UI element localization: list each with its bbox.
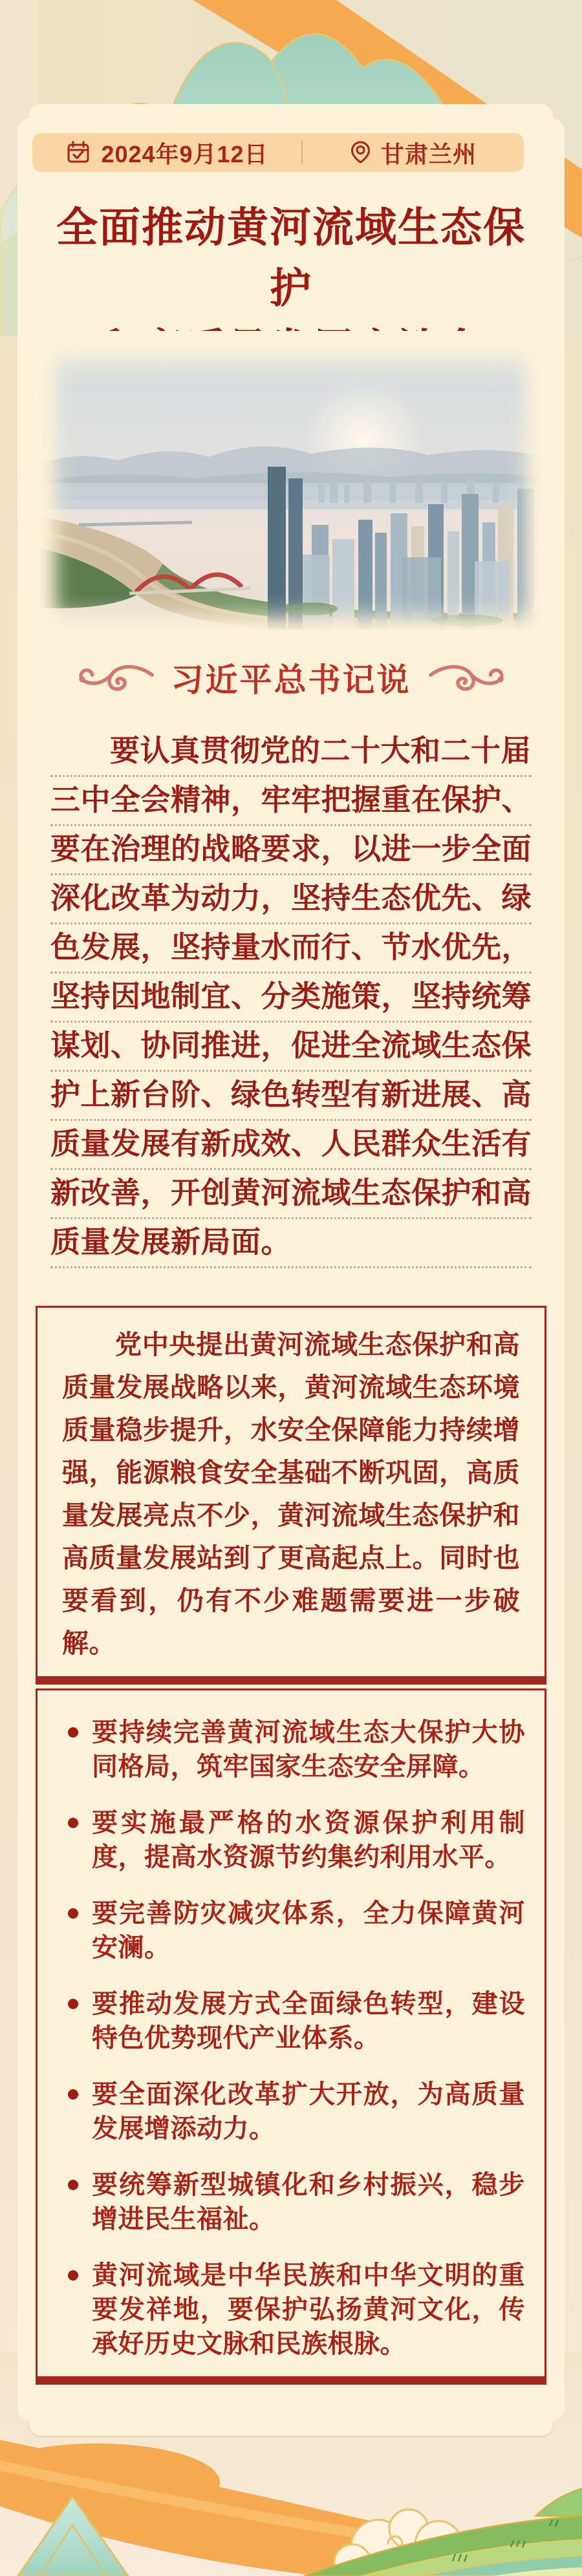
point-text: 要全面深化改革扩大开放，为高质量发展增添动力。 [92, 2080, 525, 2143]
date-location-badge [32, 133, 524, 172]
point-text: 要持续完善黄河流域生态大保护大协同格局，筑牢国家生态安全屏障。 [92, 1718, 525, 1781]
quote-line: 三中全会精神，牢牢把握重在保护、 [50, 777, 532, 826]
point-text: 要实施最严格的水资源保护利用制度，提高水资源节约集约利用水平。 [92, 1808, 525, 1871]
event-location: 甘肃兰州 [380, 140, 477, 167]
location-segment [303, 133, 524, 172]
quote-line: 谋划、协同推进，促进全流域生态保 [50, 1023, 532, 1072]
bullet-dot-icon [68, 1727, 78, 1738]
location-pin-icon [350, 140, 371, 165]
scroll-flourish-right-icon [428, 662, 504, 693]
list-item [54, 2077, 525, 2145]
list-item [54, 2167, 525, 2236]
bullet-dot-icon [68, 2089, 78, 2100]
list-item [54, 2258, 525, 2361]
lanzhou-city-photo [40, 331, 542, 630]
bullet-dot-icon [68, 1999, 78, 2009]
point-text: 要完善防灾减灾体系，全力保障黄河安澜。 [92, 1899, 525, 1962]
section-header [0, 654, 582, 701]
bullet-dot-icon [68, 1818, 78, 1828]
quote-line: 要认真贯彻党的二十大和二十届 [50, 728, 532, 777]
event-date: 2024年9月12日 [101, 140, 268, 167]
list-item [54, 1715, 525, 1783]
quote-line: 深化改革为动力，坚持生态优先、绿 [50, 875, 532, 924]
key-points-box [36, 1688, 546, 2385]
quote-line: 护上新台阶、绿色转型有新进展、高 [50, 1072, 532, 1121]
list-item [54, 1986, 525, 2055]
list-item [54, 1896, 525, 1964]
summary-text: 党中央提出黄河流域生态保护和高质量发展战略以来，黄河流域生态环境质量稳步提升，水安全保障能力持续增强，能源粮食安全基础不断巩固，高质量发展亮点不少，黄河流域生态保护和高质量发展站到了更高起点上。同时也要看到，仍有不少难题需要进一步破解。 [62, 1330, 520, 1658]
quote-line: 坚持因地制宜、分类施策，坚持统筹 [50, 974, 532, 1023]
summary-box [36, 1306, 546, 1685]
bullet-dot-icon [68, 2180, 78, 2190]
list-item [54, 1805, 525, 1874]
quote-line: 要在治理的战略要求，以进一步全面 [50, 826, 532, 875]
calendar-icon [65, 140, 91, 165]
page-title-line1: 全面推动黄河流域生态保护 [56, 205, 526, 312]
bullet-dot-icon [68, 2270, 78, 2281]
quote-line: 质量发展有新成效、人民群众生活有 [50, 1121, 532, 1170]
point-text: 要推动发展方式全面绿色转型，建设特色优势现代产业体系。 [92, 1989, 525, 2052]
scroll-flourish-left-icon [78, 662, 155, 693]
date-segment [32, 133, 301, 172]
quote-paragraph [50, 728, 532, 1268]
quote-line: 色发展，坚持量水而行、节水优先， [50, 924, 532, 974]
quote-line: 新改善，开创黄河流域生态保护和高 [50, 1170, 532, 1219]
point-text: 黄河流域是中华民族和中华文明的重要发祥地，要保护弘扬黄河文化，传承好历史文脉和民族根脉。 [92, 2261, 525, 2358]
point-text: 要统筹新型城镇化和乡村振兴，稳步增进民生福祉。 [92, 2170, 525, 2233]
quote-line: 质量发展新局面。 [50, 1219, 532, 1268]
bullet-dot-icon [68, 1908, 78, 1919]
key-points-list [54, 1715, 525, 2361]
section-title: 习近平总书记说 [171, 662, 411, 698]
